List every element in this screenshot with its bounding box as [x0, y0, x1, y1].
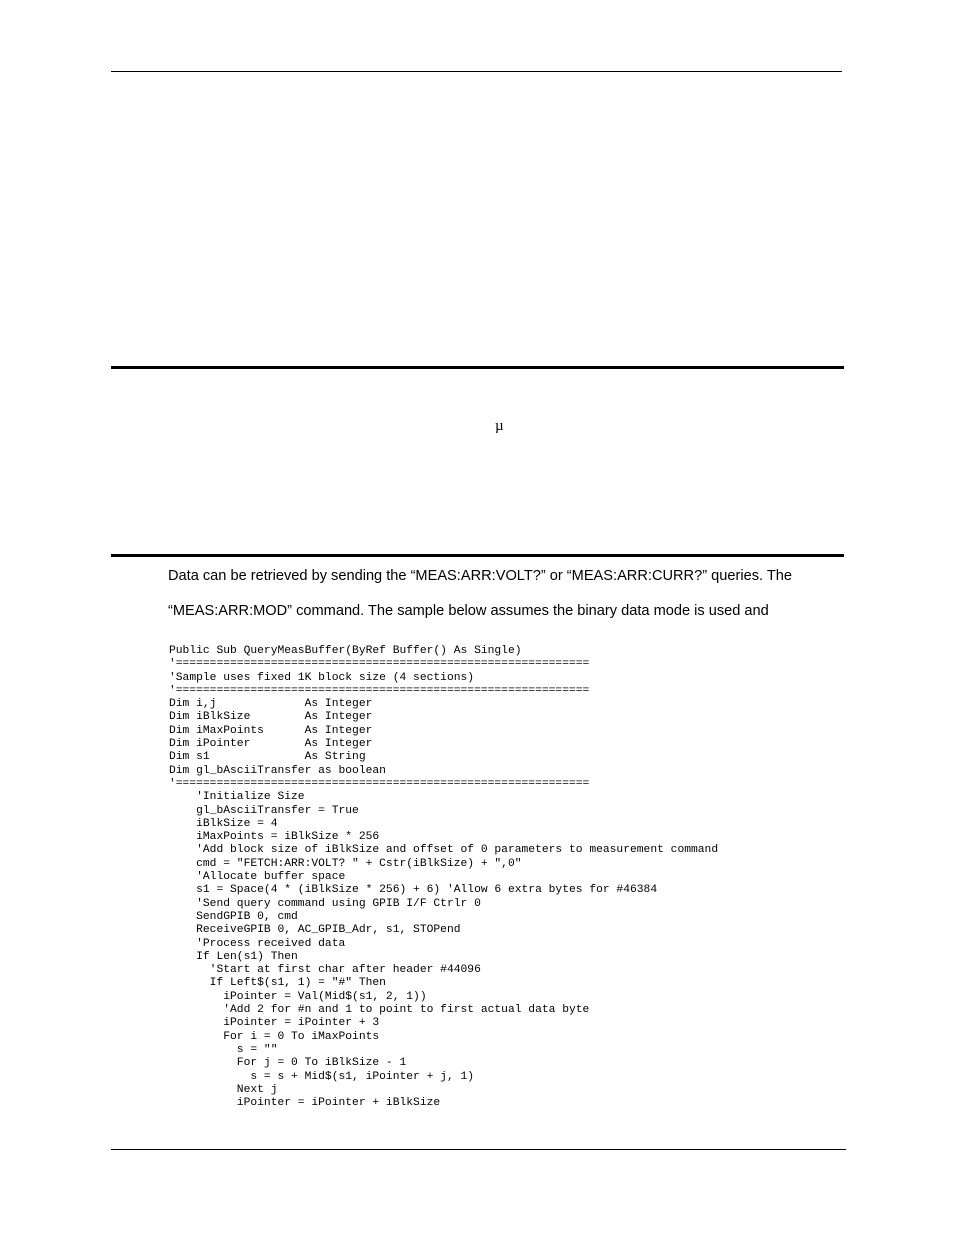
code-line: 'Process received data: [169, 937, 346, 950]
code-line: 'Add block size of iBlkSize and offset of 0 parameters to measurement command: [169, 844, 719, 857]
code-line: iPointer = iPointer + iBlkSize: [169, 1097, 441, 1110]
code-line: Dim i,j As Integer: [169, 698, 373, 711]
code-line: 'Send query command using GPIB I/F Ctrlr 0: [169, 897, 481, 910]
code-line: 'Add 2 for #n and 1 to point to first actual data byte: [169, 1004, 590, 1017]
mu-symbol: µ: [495, 418, 504, 434]
code-line: '=============================================================: [169, 684, 590, 697]
code-line: s = s + Mid$(s1, iPointer + j, 1): [169, 1070, 475, 1083]
code-line: Dim s1 As String: [169, 751, 366, 764]
code-line: iBlkSize = 4: [169, 817, 278, 830]
code-line: ReceiveGPIB 0, AC_GPIB_Adr, s1, STOPend: [169, 924, 461, 937]
code-line: For i = 0 To iMaxPoints: [169, 1030, 380, 1043]
code-line: Dim gl_bAsciiTransfer as boolean: [169, 764, 386, 777]
code-line: '=============================================================: [169, 658, 590, 671]
code-line: SendGPIB 0, cmd: [169, 910, 298, 923]
code-line: 'Start at first char after header #44096: [169, 964, 481, 977]
code-line: If Len(s1) Then: [169, 950, 298, 963]
code-line: Dim iPointer As Integer: [169, 738, 373, 751]
code-line: 'Initialize Size: [169, 791, 305, 804]
paragraph-line-1: Data can be retrieved by sending the “MEAS:ARR:VOLT?” or “MEAS:ARR:CURR?” queries. The: [168, 568, 792, 584]
code-line: iMaxPoints = iBlkSize * 256: [169, 831, 380, 844]
code-line: 'Allocate buffer space: [169, 871, 346, 884]
code-line: iPointer = Val(Mid$(s1, 2, 1)): [169, 990, 427, 1003]
code-line: cmd = "FETCH:ARR:VOLT? " + Cstr(iBlkSize) + ",0": [169, 857, 522, 870]
code-line: If Left$(s1, 1) = "#" Then: [169, 977, 386, 990]
code-line: Next j: [169, 1083, 278, 1096]
code-line: Dim iMaxPoints As Integer: [169, 724, 373, 737]
code-line: gl_bAsciiTransfer = True: [169, 804, 359, 817]
code-line: Public Sub QueryMeasBuffer(ByRef Buffer() As Single): [169, 645, 522, 657]
code-line: Dim iBlkSize As Integer: [169, 711, 373, 724]
code-line: 'Sample uses fixed 1K block size (4 sections): [169, 671, 475, 684]
paragraph-line-2: “MEAS:ARR:MOD” command. The sample below assumes the binary data mode is used and: [168, 603, 769, 619]
code-line: iPointer = iPointer + 3: [169, 1017, 380, 1030]
section-rule-1: [111, 366, 844, 369]
code-line: For j = 0 To iBlkSize - 1: [169, 1057, 407, 1070]
section-rule-2: [111, 554, 844, 557]
code-line: s = "": [169, 1043, 278, 1056]
code-listing: [169, 645, 809, 1110]
footer-rule: [111, 1149, 846, 1150]
code-line: s1 = Space(4 * (iBlkSize * 256) + 6) 'Allow 6 extra bytes for #46384: [169, 884, 658, 897]
header-rule: [111, 71, 842, 72]
code-line: '=============================================================: [169, 777, 590, 790]
